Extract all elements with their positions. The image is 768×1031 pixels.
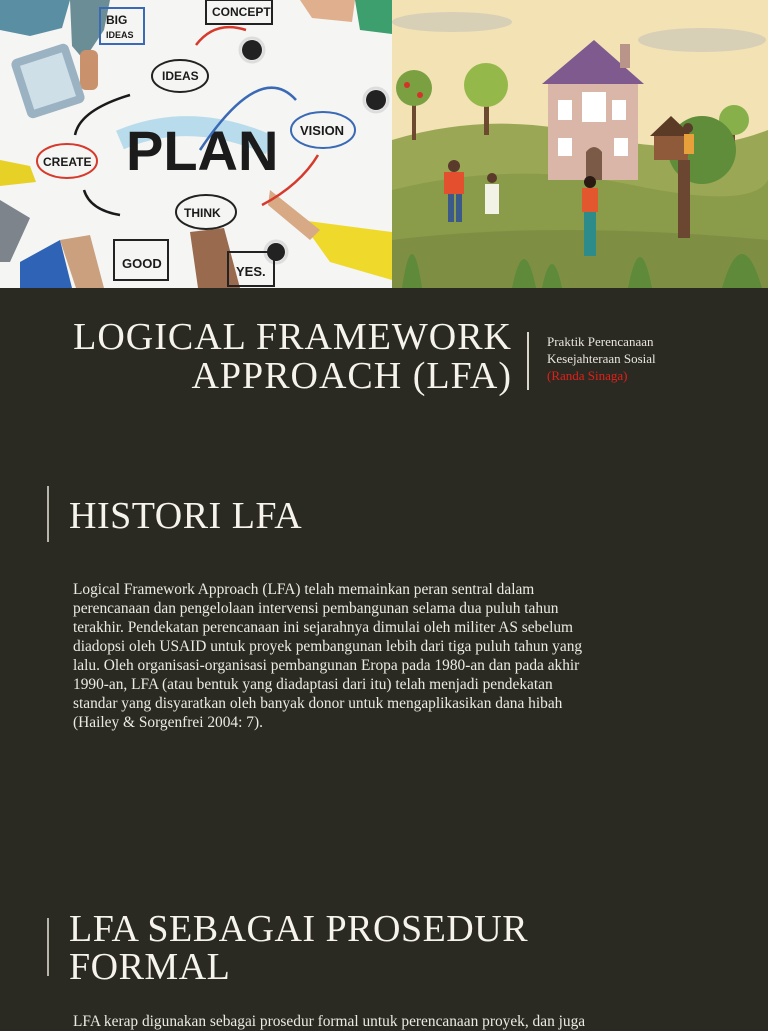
body-line: lalu. Oleh organisasi-organisasi pembangunan Eropa pada 1980-an dan pada akhir <box>73 657 580 674</box>
svg-text:BIG: BIG <box>106 13 128 27</box>
planning-image <box>0 0 392 288</box>
svg-text:YES.: YES. <box>236 264 266 279</box>
village-illustration <box>392 0 768 288</box>
body-line: standar yang disyaratkan oleh banyak donor untuk mengaplikasikan dana hibah <box>73 695 563 712</box>
author-name: (Randa Sinaga) <box>547 368 628 383</box>
section-2-heading <box>69 910 528 986</box>
body-line: 1990-an, LFA (atau bentuk yang diadaptasi dari itu) telah menjadi pendekatan <box>73 676 553 693</box>
subtitle-line-2: Kesejahteraan Sosial <box>547 351 656 366</box>
svg-text:IDEAS: IDEAS <box>106 30 134 40</box>
svg-text:VISION: VISION <box>300 123 345 138</box>
section-1-body <box>73 580 673 732</box>
hero-banner <box>0 0 768 288</box>
section-1-accent-bar <box>47 486 49 542</box>
title-divider <box>527 332 529 390</box>
svg-text:THINK: THINK <box>184 206 221 220</box>
subtitle-line-1: Praktik Perencanaan <box>547 334 654 349</box>
section-2-heading-line-2: FORMAL <box>69 946 231 988</box>
section-2-accent-bar <box>47 918 49 976</box>
svg-text:GOOD: GOOD <box>122 256 162 271</box>
title-line-2: APPROACH (LFA) <box>191 355 512 397</box>
svg-text:CREATE: CREATE <box>43 155 92 169</box>
title-line-1: LOGICAL FRAMEWORK <box>73 316 512 358</box>
svg-text:CONCEPT: CONCEPT <box>212 5 271 19</box>
body-line: Logical Framework Approach (LFA) telah memainkan peran sentral dalam <box>73 581 535 598</box>
section-1-heading: HISTORI LFA <box>69 495 303 537</box>
svg-text:IDEAS: IDEAS <box>162 69 199 83</box>
body-line: diadopsi oleh USAID untuk proyek pembangunan lebih dari tiga puluh tahun yang <box>73 638 583 655</box>
section-2-heading-line-1: LFA SEBAGAI PROSEDUR <box>69 908 529 950</box>
body-line: perencanaan dan pengelolaan intervensi pembangunan selama dua puluh tahun <box>73 600 559 617</box>
body-line: terakhir. Pendekatan perencanaan ini sejarahnya dimulai oleh militer AS sebelum <box>73 619 574 636</box>
section-2-body: LFA kerap digunakan sebagai prosedur formal untuk perencanaan proyek, dan juga <box>73 1013 586 1030</box>
svg-text:PLAN: PLAN <box>126 119 279 182</box>
body-line: (Hailey & Sorgenfrei 2004: 7). <box>73 714 263 731</box>
presentation-subtitle <box>547 333 656 384</box>
presentation-title <box>20 318 512 396</box>
